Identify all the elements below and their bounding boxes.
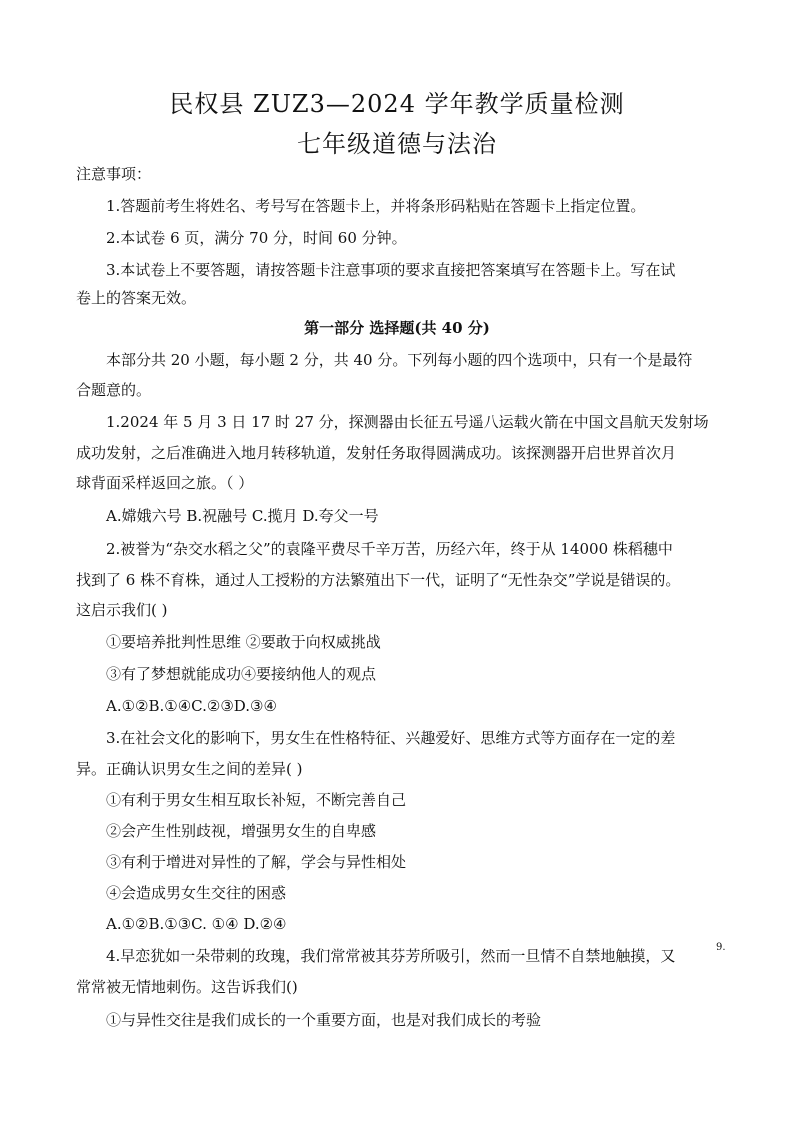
q4-line-1: 4.早恋犹如一朵带刺的玫瑰，我们常常被其芬芳所吸引，然而一旦情不自禁地触摸，又 [106, 947, 676, 965]
exam-subject: 七年级道德与法治 [297, 130, 497, 158]
note-item-3-line-1: 3.本试卷上不要答题，请按答题卡注意事项的要求直接把答案填写在答题卡上。写在试 [106, 261, 676, 279]
q3-statement-3: ③有利于增进对异性的了解，学会与异性相处 [106, 853, 407, 871]
q1-line-2: 成功发射，之后准确进入地月转移轨道，发射任务取得圆满成功。该探测器开启世界首次月 [76, 444, 677, 462]
margin-mark: 9. [716, 942, 726, 953]
note-item-3-line-2: 卷上的答案无效。 [76, 289, 197, 307]
q1-line-3: 球背面采样返回之旅。（ ） [76, 474, 254, 492]
part-1-intro-line-2: 合题意的。 [76, 381, 152, 399]
q2-statement-2: ③有了梦想就能成功④要接纳他人的观点 [106, 665, 377, 683]
exam-title: 民权县 ZUZ3—2024 学年教学质量检测 [169, 90, 625, 118]
q2-line-1: 2.被誉为“杂交水稻之父”的袁隆平费尽千辛万苦，历经六年，终于从 14000 株稻穗中 [106, 540, 673, 558]
q3-line-2: 异。正确认识男女生之间的差异( ) [76, 760, 303, 778]
q3-options: A.①②B.①③C. ①④ D.②④ [106, 915, 287, 933]
q3-statement-1: ①有利于男女生相互取长补短，不断完善自己 [106, 791, 407, 809]
q3-statement-2: ②会产生性别歧视，增强男女生的自卑感 [106, 822, 377, 840]
q2-statement-1: ①要培养批判性思维 ②要敢于向权威挑战 [106, 633, 381, 651]
part-1-title: 第一部分 选择题(共 40 分) [304, 319, 490, 337]
q2-options: A.①②B.①④C.②③D.③④ [106, 697, 277, 715]
note-item-2: 2.本试卷 6 页，满分 70 分，时间 60 分钟。 [106, 229, 407, 247]
q1-line-1: 1.2024 年 5 月 3 日 17 时 27 分，探测器由长征五号遥八运载火箭在中国文昌航天发射场 [106, 413, 709, 431]
q1-options: A.嫦娥六号 B.祝融号 C.揽月 D.夸父一号 [106, 507, 379, 525]
q3-line-1: 3.在社会文化的影响下，男女生在性格特征、兴趣爱好、思维方式等方面存在一定的差 [106, 729, 676, 747]
notes-heading: 注意事项： [76, 165, 152, 183]
q4-line-2: 常常被无情地刺伤。这告诉我们() [76, 978, 298, 996]
note-item-1: 1.答题前考生将姓名、考号写在答题卡上，并将条形码粘贴在答题卡上指定位置。 [106, 197, 646, 215]
part-1-intro-line-1: 本部分共 20 小题，每小题 2 分，共 40 分。下列每小题的四个选项中，只有一个是最符 [106, 351, 693, 369]
q2-line-2: 找到了 6 株不育株，通过人工授粉的方法繁殖出下一代，证明了“无性杂交”学说是错误的。 [76, 571, 681, 589]
q4-statement-1: ①与异性交往是我们成长的一个重要方面，也是对我们成长的考验 [106, 1011, 542, 1029]
q2-line-3: 这启示我们( ) [76, 601, 168, 619]
q3-statement-4: ④会造成男女生交往的困惑 [106, 884, 287, 902]
